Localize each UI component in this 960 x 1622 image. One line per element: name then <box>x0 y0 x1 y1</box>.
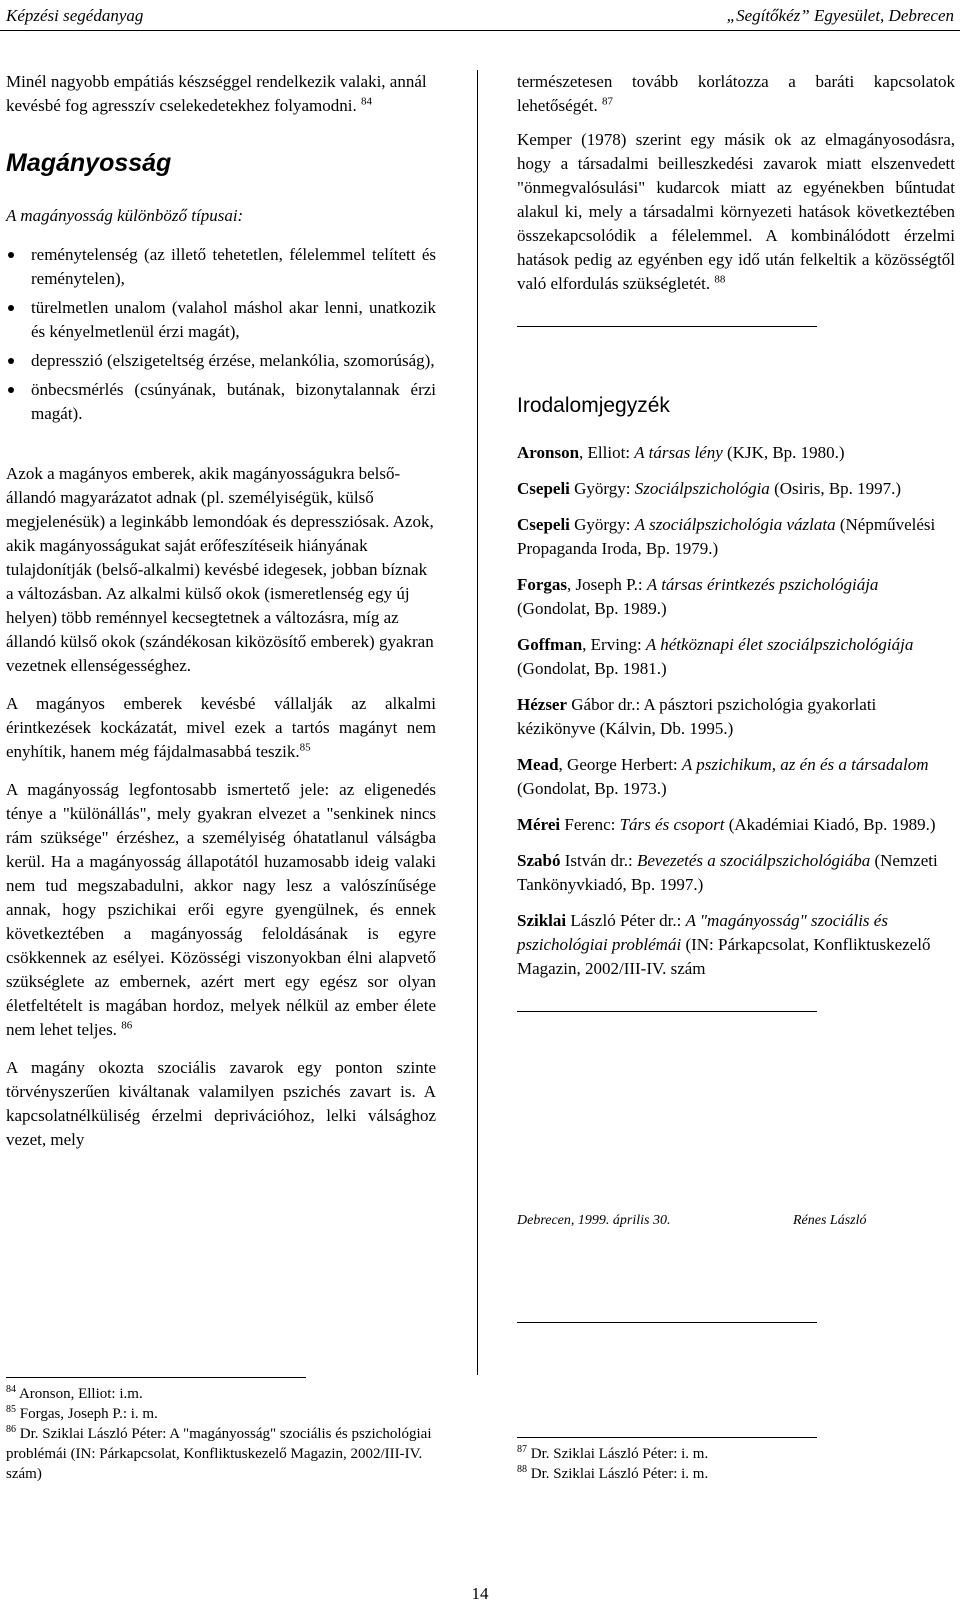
column-divider <box>477 70 478 1375</box>
header-left-title: Képzési segédanyag <box>6 6 144 25</box>
footnote-ref-87: 87 <box>601 95 613 108</box>
page-header <box>0 0 960 31</box>
footnote-ref-86: 86 <box>121 1019 133 1032</box>
footnotes-left <box>6 1377 446 1484</box>
intro-paragraph: Minél nagyobb empátiás készséggel rendelkezik valaki, annál kevésbé fog agresszív cselekedetekhez folyamodni. $^{84}$ <box>6 72 427 115</box>
bibliography-title: Irodalomjegyzék <box>517 394 670 417</box>
paragraph-2: A magányos emberek kevésbé vállalják az alkalmi érintkezések kockázatát, mivel ezek a tartós magányt nem enyhítik, hanem még fájdalmasabbá teszik.$^{85}$ <box>6 694 436 761</box>
separator-line <box>517 1011 817 1012</box>
paragraph-4: A magány okozta szociális zavarok egy ponton szinte törvényszerűen kiváltanak valamilyen pszichés zavart is. A kapcsolatnélküliség érzelmi deprivációhoz, lelki válsághoz vezet, mely <box>6 1058 436 1149</box>
reference-item: Csepeli György: Szociálpszichológia (Osiris, Bp. 1997.) <box>517 479 902 498</box>
reference-item: Hézser Gábor dr.: A pásztori pszichológia gyakorlati kézikönyve (Kálvin, Db. 1995.) <box>517 695 877 738</box>
section-heading: Magányosság <box>6 149 172 177</box>
reference-item: Goffman, Erving: A hétköznapi élet szociálpszichológiája (Gondolat, Bp. 1981.) <box>517 635 914 678</box>
signature-line <box>517 1209 877 1233</box>
paragraph-3: A magányosság legfontosabb ismertető jele: az eligenedés ténye a "különállás", mely gyakran elvezet a "senkinek nincs rám szüksége" érzéshez, a személyiség óhatatlanul válságba kerül. Ha a magányosság állapotától huzamosabb ideig valaki nem tud megszabadulni, akkor nagy lesz a valószínűsége annak, hogy pszichikai erői egyre gyengülnek, és ennek következtében a magányosság feloldásának is egyre csökkennek az esélyei. Közösségi viszonyokban élni alapvető szükséglete az embernek, azért mert egy egész sor olyan életfeltételt is magában hordoz, melyek nélkül az ember élete nem lehet teljes. $^{86}$ <box>6 780 436 1039</box>
footnote-ref-84: 84 <box>360 95 372 108</box>
footnote-item: $^{88}$ Dr. Sziklai László Péter: i. m. <box>517 1464 709 1482</box>
signature-place-date: Debrecen, 1999. április 30. <box>517 1213 671 1228</box>
continuation-paragraph: természetesen tovább korlátozza a baráti kapcsolatok lehetőségét. $^{87}$ <box>517 72 955 115</box>
bibliography-list <box>517 441 955 981</box>
header-right-title: „Segítőkéz” Egyesület, Debrecen <box>726 6 954 25</box>
signature-author: Rénes László <box>793 1213 867 1228</box>
reference-item: Mead, George Herbert: A pszichikum, az én és a társadalom (Gondolat, Bp. 1973.) <box>517 755 929 798</box>
footnote-ref-85: 85 <box>299 741 311 754</box>
footnote-item: $^{84}$ Aronson, Elliot: i.m. <box>6 1384 143 1402</box>
footnote-rule <box>517 1437 817 1438</box>
bullet-icon <box>8 252 14 258</box>
list-item: depresszió (elszigeteltség érzése, melankólia, szomorúság), <box>6 349 436 373</box>
paragraph-1: Azok a magányos emberek, akik magányosságukra belső-állandó magyarázatot adnak (pl. személyiségük, külső megjelenésük) a leginkább lemondóak és depressziósak. Azok, akik magányosságukat saját erőfeszítéseik hiányának tulajdonítják (belső-alkalmi) kevésbé idegesek, jobban bíznak a változásban. Az alkalmi külső okok (ismeretlenség egy új helyen) több reménnyel kecsegtetnek a változásra, míg az állandó külső okok (szándékosan kiközösítő emberek) gyakran vezetnek ellenségességhez. <box>6 464 434 675</box>
footnote-ref-88: 88 <box>714 273 726 286</box>
reference-item: Aronson, Elliot: A társas lény (KJK, Bp. 1980.) <box>517 443 845 462</box>
types-list <box>6 243 436 426</box>
kemper-paragraph: Kemper (1978) szerint egy másik ok az elmagányosodásra, hogy a társadalmi beilleszkedési zavarok miatt elszenvedett "önmegvalósulási" kudarcok miatt az egyénekben bűntudat alakul ki, mely a társadalmi környezeti hatások következtében összekapcsolódik a félelemmel. A kombinálódott érzelmi hatások pedig az egyénben egy idő után felkeltik a közösségtől való elfordulás szükségletét. $^{88}$ <box>517 130 955 293</box>
footnote-item: $^{86}$ Dr. Sziklai László Péter: A "magányosság" szociális és pszichológiai problémái (IN: Párkapcsolat, Konfliktuskezelő Magazin, 2002/III-IV. szám) <box>6 1424 432 1482</box>
footnote-rule <box>6 1377 306 1378</box>
bullet-icon <box>8 305 14 311</box>
footnote-item: $^{87}$ Dr. Sziklai László Péter: i. m. <box>517 1444 709 1462</box>
right-column <box>517 70 955 1012</box>
reference-item: Csepeli György: A szociálpszichológia vázlata (Népművelési Propaganda Iroda, Bp. 1979.) <box>517 515 936 558</box>
reference-item: Mérei Ferenc: Társ és csoport (Akadémiai Kiadó, Bp. 1989.) <box>517 815 936 834</box>
reference-item: Sziklai László Péter dr.: A "magányosság" szociális és pszichológiai problémái (IN: Párkapcsolat, Konfliktuskezelő Magazin, 2002/III-IV. szám <box>517 911 931 978</box>
bullet-icon <box>8 358 14 364</box>
footnotes-right <box>517 1437 957 1484</box>
separator-line <box>517 326 817 327</box>
list-item: reménytelenség (az illető tehetetlen, félelemmel telített és reménytelen), <box>6 243 436 291</box>
separator-line <box>517 1322 817 1323</box>
types-title: A magányosság különböző típusai: <box>6 206 244 225</box>
footnote-item: $^{85}$ Forgas, Joseph P.: i. m. <box>6 1404 158 1422</box>
reference-item: Forgas, Joseph P.: A társas érintkezés pszichológiája (Gondolat, Bp. 1989.) <box>517 575 879 618</box>
bullet-icon <box>8 387 14 393</box>
left-column <box>6 70 436 1152</box>
reference-item: Szabó István dr.: Bevezetés a szociálpszichológiába (Nemzeti Tankönyvkiadó, Bp. 1997.) <box>517 851 938 894</box>
list-item: türelmetlen unalom (valahol máshol akar lenni, unatkozik és kényelmetlenül érzi magát), <box>6 296 436 344</box>
page-number: 14 <box>471 1584 489 1603</box>
list-item: önbecsmérlés (csúnyának, butának, bizonytalannak érzi magát). <box>6 378 436 426</box>
